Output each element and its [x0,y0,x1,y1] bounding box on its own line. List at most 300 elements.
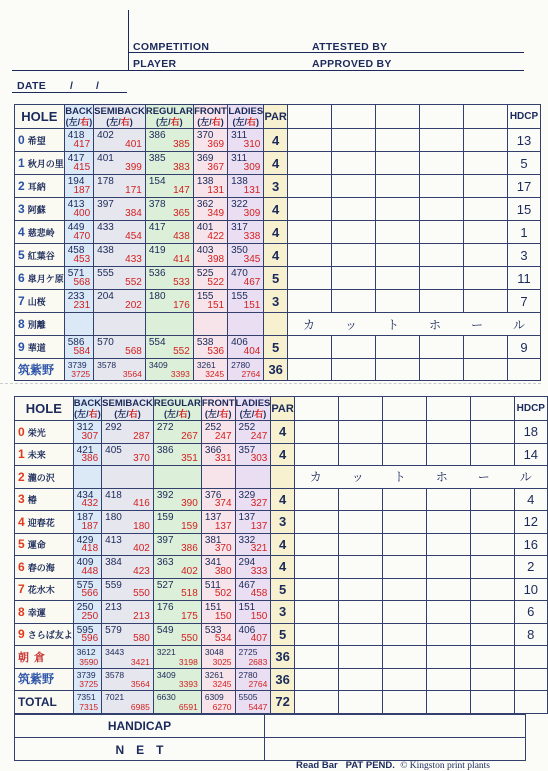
score-cell[interactable] [338,421,382,444]
score-cell[interactable] [287,290,331,313]
score-cell[interactable] [419,175,463,198]
score-cell[interactable] [375,129,419,152]
cut-hole-char: ー [470,317,483,332]
score-cell[interactable] [331,290,375,313]
yardage-left: 575 [76,579,94,591]
hole-row [15,267,541,290]
back-yardage [64,244,93,267]
front-yardage [201,646,235,669]
cut-hole-char: ト [393,470,406,485]
semi-tee-header [102,397,154,421]
hole-row [15,336,541,359]
score-total-cell[interactable] [426,691,470,714]
score-cell[interactable] [382,601,426,624]
score-total-cell[interactable] [294,691,338,714]
date-separator: / [96,80,100,92]
score-cell[interactable] [470,421,514,444]
yardage-right: 533 [173,277,190,288]
hole-name: 未来 [27,450,46,461]
hole-row [15,578,548,601]
front-yardage [193,267,227,290]
front-yardage [193,175,227,198]
score-cell[interactable] [375,244,419,267]
yardage-right: 384 [125,208,142,219]
cut-hole-char: ー [477,470,490,485]
yardage-right: 3198 [178,656,198,667]
regular-yardage [153,533,201,556]
yardage-right: 367 [207,162,225,173]
yardage-left: 536 [148,268,166,279]
score-cell[interactable] [331,152,375,175]
par-header: PAR [271,397,294,421]
score-cell[interactable] [419,290,463,313]
yardage-right: 6985 [130,701,150,712]
score-header-cell[interactable] [463,105,507,129]
yardage-right: 422 [207,231,225,242]
ladies-yardage [235,443,271,466]
yardage-right: 6270 [212,701,232,712]
score-cell[interactable] [375,267,419,290]
semi-yardage [102,646,154,669]
hole-name: 別離 [27,320,46,330]
score-cell[interactable] [463,198,507,221]
score-cell[interactable] [463,175,507,198]
score-cell[interactable] [375,221,419,244]
paren-open: ( [164,408,168,419]
regular-yardage [153,578,201,601]
left-label: 左 [77,408,87,419]
hdcp-total-cell [514,646,547,669]
left-label: 左 [242,408,252,419]
yardage-left: 7351 [76,692,96,702]
yardage-right: 448 [81,565,99,577]
score-cell[interactable] [426,623,470,646]
score-cell[interactable] [294,533,338,556]
hole-name: さらば友よ [27,630,73,641]
score-cell[interactable] [338,511,382,534]
yardage-left: 3578 [97,360,117,370]
cut-hole-char: ホ [428,317,441,332]
score-cell[interactable] [338,601,382,624]
score-total-cell[interactable] [331,359,375,381]
score-cell[interactable] [426,443,470,466]
score-cell[interactable] [287,152,331,175]
score-cell[interactable] [463,336,507,359]
score-cell[interactable] [287,198,331,221]
yardage-left: 449 [67,222,85,233]
yardage-right: 374 [214,498,232,509]
score-cell[interactable] [470,578,514,601]
score-cell[interactable] [426,578,470,601]
score-cell[interactable] [331,267,375,290]
score-cell[interactable] [294,556,338,579]
hole-row [15,443,548,466]
score-header-cell[interactable] [426,397,470,421]
score-header-cell[interactable] [294,397,338,421]
back-yardage [73,533,101,556]
score-cell[interactable] [419,198,463,221]
score-cell[interactable] [338,578,382,601]
yardage-left: 272 [156,422,174,433]
yardage-right: 568 [73,277,91,288]
score-cell[interactable] [463,244,507,267]
score-cell[interactable] [382,511,426,534]
score-cell[interactable] [463,152,507,175]
total-row [15,359,541,381]
score-total-cell[interactable] [470,668,514,691]
hole-name: 耳納 [27,182,46,192]
read-bar-text: Read Bar [296,760,338,771]
hole-cell [15,336,65,359]
yardage-left: 151 [238,602,256,613]
header-rule [12,70,524,71]
card-separator [0,383,541,384]
yardage-right: 131 [243,185,261,196]
yardage-right: 267 [181,430,198,442]
yardage-right: 423 [133,565,150,577]
score-cell[interactable] [463,290,507,313]
hole-row [15,221,541,244]
score-total-cell[interactable] [470,691,514,714]
approved-label: APPROVED BY [312,58,392,70]
yardage-right: 3245 [205,369,225,379]
score-cell[interactable] [419,129,463,152]
yardage-left: 397 [156,534,174,546]
score-header-cell[interactable] [419,105,463,129]
score-total-cell[interactable] [419,359,463,381]
score-cell[interactable] [287,129,331,152]
hole-header: HOLE [15,105,65,129]
score-cell[interactable] [331,244,375,267]
score-cell[interactable] [382,623,426,646]
yardage-left: 252 [238,422,256,433]
regular-tee-label: REGULAR [145,105,193,117]
score-cell[interactable] [375,198,419,221]
score-cell[interactable] [382,421,426,444]
yardage-left: 204 [97,291,114,302]
score-cell[interactable] [463,267,507,290]
score-cell[interactable] [463,129,507,152]
score-cell[interactable] [294,443,338,466]
yardage-right: 2683 [248,656,268,667]
hole-number: 2 [18,179,25,193]
yardage-right: 327 [250,498,268,509]
yardage-right: 402 [181,565,198,577]
score-cell[interactable] [419,336,463,359]
score-cell[interactable] [382,578,426,601]
paren-open: ( [74,408,78,419]
score-total-cell[interactable] [382,646,426,669]
hole-cell [15,556,74,579]
score-cell[interactable] [375,290,419,313]
score-cell[interactable] [470,623,514,646]
hole-row [15,198,541,221]
yardage-right: 3393 [178,679,198,689]
yardage-right: 349 [207,208,225,219]
score-cell[interactable] [470,533,514,556]
header-row [15,397,548,421]
par-cell: 4 [264,152,288,175]
yardage-right: 250 [81,610,99,622]
back-tee-header [73,397,101,421]
regular-tee-header [153,397,201,421]
semi-yardage [102,601,154,624]
score-cell[interactable] [287,336,331,359]
score-total-cell[interactable] [338,668,382,691]
yardage-right: 404 [243,346,261,357]
hole-cell [15,511,74,534]
front-yardage [193,290,227,313]
right-label: 右 [254,408,264,419]
score-total-cell[interactable] [375,359,419,381]
score-cell[interactable] [287,244,331,267]
score-cell[interactable] [294,421,338,444]
score-cell[interactable] [294,623,338,646]
score-cell[interactable] [375,175,419,198]
semi-yardage [94,313,146,336]
score-cell[interactable] [470,556,514,579]
score-cell[interactable] [294,601,338,624]
yardage-right: 390 [181,498,198,509]
yardage-right: 2764 [241,369,261,379]
hole-cell [15,578,74,601]
score-cell[interactable] [331,221,375,244]
score-cell[interactable] [294,578,338,601]
yardage-left: 3409 [148,360,168,370]
yardage-right: 3725 [79,679,99,689]
ladies-yardage [228,175,264,198]
score-cell[interactable] [338,533,382,556]
par-total: 72 [271,691,294,714]
score-cell[interactable] [375,152,419,175]
left-label: 左 [117,408,127,419]
score-total-cell[interactable] [463,359,507,381]
hole-number: 3 [18,492,25,507]
score-total-cell[interactable] [426,646,470,669]
yardage-left: 554 [148,337,166,348]
semi-tee-label: SEMIBACK [102,397,153,409]
par-cell: 4 [271,421,294,444]
front-yardage [201,578,235,601]
score-cell[interactable] [287,175,331,198]
hole-name: 慈悲岭 [27,228,55,238]
score-cell[interactable] [331,175,375,198]
net-value-cell[interactable] [265,738,526,761]
yardage-right: 385 [173,139,190,150]
score-cell[interactable] [470,443,514,466]
score-total-cell[interactable] [338,691,382,714]
yardage-right: 180 [133,520,150,532]
front-tee-label: FRONT [194,105,227,117]
yardage-left: 586 [67,337,85,348]
yardage-right: 151 [207,300,225,311]
score-total-cell[interactable] [338,646,382,669]
score-header-cell[interactable] [375,105,419,129]
score-total-cell[interactable] [382,691,426,714]
score-cell[interactable] [338,556,382,579]
score-header-cell[interactable] [338,397,382,421]
hole-cell [15,198,65,221]
score-cell[interactable] [382,488,426,511]
yardage-left: 458 [67,245,85,256]
yardage-left: 2780 [238,669,258,680]
yardage-left: 3048 [204,647,224,657]
score-cell[interactable] [419,221,463,244]
hole-number: 1 [18,447,25,462]
regular-yardage [153,623,201,646]
score-cell[interactable] [338,488,382,511]
score-total-cell[interactable] [470,646,514,669]
regular-yardage [153,646,201,669]
score-cell[interactable] [470,601,514,624]
score-cell[interactable] [338,443,382,466]
left-label: 左 [68,116,78,127]
total-label: TOTAL [18,694,57,709]
total-row [15,668,548,691]
hole-cell [15,244,65,267]
slash: / [251,408,255,419]
slash: / [86,408,89,419]
yardage-left: 194 [67,176,85,187]
hole-cell [15,221,65,244]
score-cell[interactable] [331,198,375,221]
score-total-cell[interactable] [287,359,331,381]
semi-yardage [102,443,154,466]
hole-name: 阿蘇 [27,205,46,215]
score-cell[interactable] [419,152,463,175]
score-cell[interactable] [287,221,331,244]
hdcp-cell: 11 [507,267,540,290]
par-cell: 3 [271,511,294,534]
hdcp-cell: 17 [507,175,540,198]
yardage-right: 438 [173,231,190,242]
score-cell[interactable] [426,488,470,511]
yardage-left: 3612 [76,647,96,657]
score-total-cell[interactable] [294,646,338,669]
copyright-text: © Kingston print plants [400,761,491,771]
score-total-cell[interactable] [426,668,470,691]
score-cell[interactable] [470,511,514,534]
yardage-left: 555 [97,268,114,279]
yardage-right: 580 [133,633,150,644]
handicap-value-cell[interactable] [265,715,526,738]
score-cell[interactable] [375,336,419,359]
score-cell[interactable] [294,488,338,511]
hole-row [15,623,548,646]
hole-cell [15,443,74,466]
yardage-left: 470 [231,268,248,279]
yardage-right: 309 [243,208,261,219]
score-cell[interactable] [331,336,375,359]
yardage-left: 3443 [105,647,125,657]
score-header-cell[interactable] [287,105,331,129]
paren-open: ( [197,116,201,127]
score-cell[interactable] [426,421,470,444]
player-label: PLAYER [133,58,177,70]
back-yardage [73,511,101,534]
par-cell: 3 [264,175,288,198]
yardage-right: 458 [250,588,268,599]
regular-yardage [145,359,193,381]
front-yardage [201,623,235,646]
score-cell[interactable] [382,556,426,579]
yardage-left: 252 [204,422,222,433]
regular-yardage [145,129,193,152]
hdcp-cell: 18 [514,421,547,444]
score-cell[interactable] [419,267,463,290]
back-yardage [73,443,101,466]
ladies-yardage [235,668,271,691]
paren-close: ) [137,408,141,419]
score-cell[interactable] [470,488,514,511]
score-cell[interactable] [338,623,382,646]
score-cell[interactable] [426,556,470,579]
yardage-left: 419 [148,245,166,256]
ladies-tee-label: LADIES [228,105,264,117]
front-yardage [201,691,235,714]
yardage-right: 331 [214,453,232,464]
score-cell[interactable] [426,601,470,624]
cut-hole-char: ッ [344,317,357,332]
competition-label: COMPETITION [133,41,210,53]
hole-row [15,175,541,198]
semi-yardage [102,488,154,511]
back-yardage [73,466,101,489]
yardage-right: 418 [81,543,99,554]
total-label-cell [15,359,65,381]
score-cell[interactable] [382,533,426,556]
regular-yardage [153,466,201,489]
score-header-cell[interactable] [382,397,426,421]
yardage-right: 247 [250,430,268,442]
score-cell[interactable] [426,511,470,534]
score-header-cell[interactable] [331,105,375,129]
hdcp-total-cell [514,668,547,691]
yardage-left: 366 [204,444,222,456]
hdcp-cell: 5 [507,152,540,175]
hole-name: 運命 [27,540,46,551]
score-cell[interactable] [419,244,463,267]
attested-label: ATTESTED BY [312,41,388,53]
par-total: 36 [271,668,294,691]
yardage-right: 3564 [122,369,142,379]
back-yardage [73,421,101,444]
score-cell[interactable] [426,533,470,556]
score-total-cell[interactable] [382,668,426,691]
score-cell[interactable] [294,511,338,534]
paren-open: ( [114,408,118,419]
regular-yardage [153,443,201,466]
regular-yardage [145,221,193,244]
score-cell[interactable] [331,129,375,152]
yardage-right: 150 [214,610,232,622]
score-total-cell[interactable] [294,668,338,691]
slash: / [126,408,129,419]
score-header-cell[interactable] [470,397,514,421]
left-right-label [154,409,201,419]
par-cell: 3 [264,290,288,313]
hole-number: 8 [18,317,25,331]
slash: / [118,116,121,127]
score-cell[interactable] [463,221,507,244]
semi-yardage [102,578,154,601]
card-header [0,0,541,100]
score-cell[interactable] [382,443,426,466]
hole-name: 花水木 [27,585,55,596]
semi-yardage [94,336,146,359]
footer-credit [296,760,490,771]
score-cell[interactable] [287,267,331,290]
